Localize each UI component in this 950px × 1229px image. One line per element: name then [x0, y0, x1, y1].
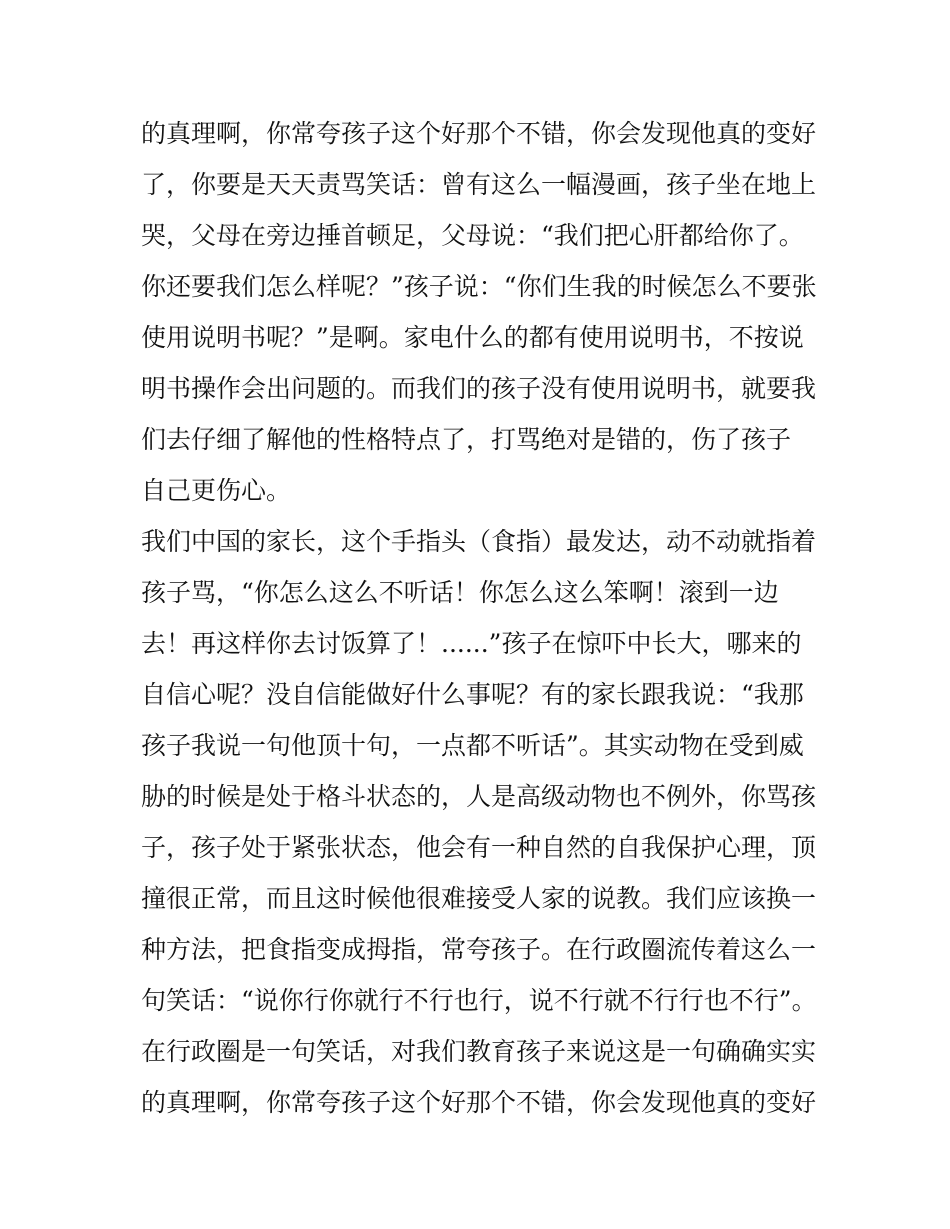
- text-line: 撞很正常，而且这时候他很难接受人家的说教。我们应该换一: [141, 884, 817, 913]
- text-line: 明书操作会出问题的。而我们的孩子没有使用说明书，就要我: [141, 374, 817, 403]
- text-line: 子，孩子处于紧张状态，他会有一种自然的自我保护心理，顶: [141, 833, 817, 862]
- text-line: 种方法，把食指变成拇指，常夸孩子。在行政圈流传着这么一: [141, 935, 817, 964]
- text-line: 我们中国的家长，这个手指头（食指）最发达，动不动就指着: [141, 527, 817, 556]
- body-text: [141, 108, 821, 1128]
- text-line: 孩子我说一句他顶十句，一点都不听话”。其实动物在受到威: [141, 731, 804, 760]
- text-line: 自信心呢？没自信能做好什么事呢？有的家长跟我说：“我那: [141, 680, 804, 709]
- text-line: 的真理啊，你常夸孩子这个好那个不错，你会发现他真的变好: [141, 1088, 817, 1117]
- text-line: 在行政圈是一句笑话，对我们教育孩子来说这是一句确确实实: [141, 1037, 817, 1066]
- text-line: 使用说明书呢？”是啊。家电什么的都有使用说明书，不按说: [141, 323, 804, 352]
- text-line: 去！再这样你去讨饭算了！......”孩子在惊吓中长大，哪来的: [141, 629, 802, 658]
- text-line: 孩子骂，“你怎么这么不听话！你怎么这么笨啊！滚到一边: [141, 578, 779, 607]
- text-line: 们去仔细了解他的性格特点了，打骂绝对是错的，伤了孩子: [141, 425, 792, 454]
- text-line: 自己更伤心。: [141, 476, 292, 505]
- text-line: 哭，父母在旁边捶首顿足，父母说：“我们把心肝都给你了。: [141, 221, 804, 250]
- text-line: 了，你要是天天责骂笑话：曾有这么一幅漫画，孩子坐在地上: [141, 170, 817, 199]
- text-line: 胁的时候是处于格斗状态的，人是高级动物也不例外，你骂孩: [141, 782, 817, 811]
- text-line: 句笑话：“说你行你就行不行也行，说不行就不行行也不行”。: [141, 986, 817, 1015]
- text-line: 的真理啊，你常夸孩子这个好那个不错，你会发现他真的变好: [141, 119, 817, 148]
- text-line: 你还要我们怎么样呢？”孩子说：“你们生我的时候怎么不要张: [141, 272, 817, 301]
